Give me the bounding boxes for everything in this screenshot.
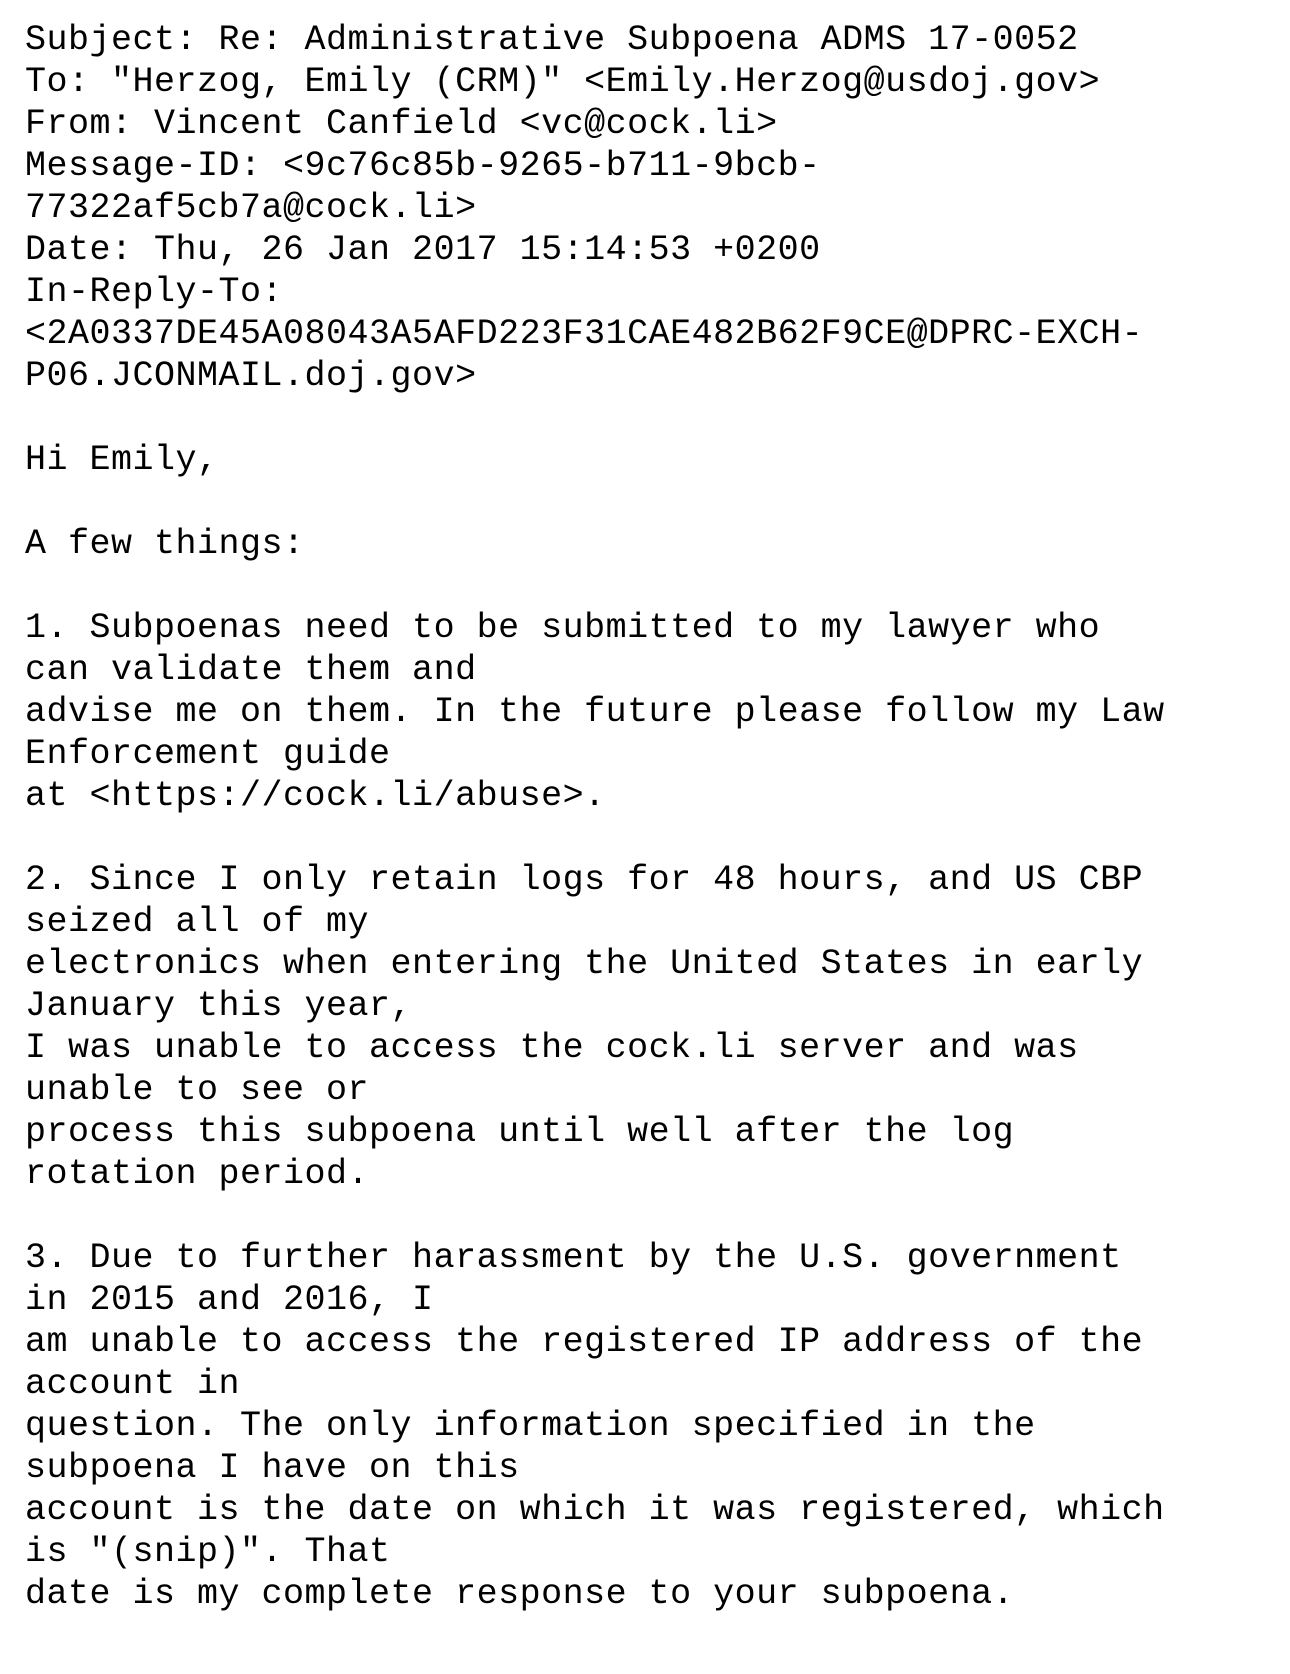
message-id-line: Message-ID: <9c76c85b-9265-b711-9bcb- — [25, 146, 821, 186]
paragraph-line: electronics when entering the United States in early — [25, 944, 1144, 984]
spacer — [25, 565, 1275, 607]
paragraph-line: 1. Subpoenas need to be submitted to my lawyer who — [25, 608, 1101, 648]
paragraph-line: I was unable to access the cock.li server and was — [25, 1028, 1079, 1068]
message-id-line-cont: 77322af5cb7a@cock.li> — [25, 188, 477, 228]
email-headers — [25, 19, 1275, 397]
paragraph-line: in 2015 and 2016, I — [25, 1280, 434, 1320]
paragraph-line: advise me on them. In the future please follow my Law — [25, 692, 1165, 732]
point-3-paragraph — [25, 1237, 1275, 1615]
paragraph-line: account in — [25, 1364, 241, 1404]
paragraph-line: am unable to access the registered IP address of the — [25, 1322, 1144, 1362]
from-line: From: Vincent Canfield <vc@cock.li> — [25, 104, 778, 144]
paragraph-line: Enforcement guide — [25, 734, 391, 774]
paragraph-line: 3. Due to further harassment by the U.S. government — [25, 1238, 1122, 1278]
paragraph-line: is "(snip)". That — [25, 1532, 391, 1572]
paragraph-line: rotation period. — [25, 1154, 370, 1194]
spacer — [25, 1195, 1275, 1237]
paragraph-line: can validate them and — [25, 650, 477, 690]
spacer — [25, 481, 1275, 523]
greeting: Hi Emily, — [25, 440, 219, 480]
email-message — [25, 19, 1275, 1615]
intro-line: A few things: — [25, 524, 305, 564]
paragraph-line: January this year, — [25, 986, 413, 1026]
paragraph-line: question. The only information specified in the — [25, 1406, 1036, 1446]
subject-line: Subject: Re: Administrative Subpoena ADMS 17-0052 — [25, 20, 1079, 60]
point-2-paragraph — [25, 859, 1275, 1195]
date-line: Date: Thu, 26 Jan 2017 15:14:53 +0200 — [25, 230, 821, 270]
paragraph-line: 2. Since I only retain logs for 48 hours, and US CBP — [25, 860, 1144, 900]
paragraph-line: at <https://cock.li/abuse>. — [25, 776, 606, 816]
paragraph-line: date is my complete response to your subpoena. — [25, 1574, 1015, 1614]
email-body — [25, 439, 1275, 1615]
spacer — [25, 397, 1275, 439]
paragraph-line: unable to see or — [25, 1070, 370, 1110]
in-reply-to-line: <2A0337DE45A08043A5AFD223F31CAE482B62F9CE@DPRC-EXCH- — [25, 314, 1144, 354]
point-1-paragraph — [25, 607, 1275, 817]
paragraph-line: account is the date on which it was registered, which — [25, 1490, 1165, 1530]
in-reply-to-label: In-Reply-To: — [25, 272, 284, 312]
spacer — [25, 817, 1275, 859]
paragraph-line: process this subpoena until well after the log — [25, 1112, 1015, 1152]
paragraph-line: subpoena I have on this — [25, 1448, 520, 1488]
paragraph-line: seized all of my — [25, 902, 370, 942]
to-line: To: "Herzog, Emily (CRM)" <Emily.Herzog@usdoj.gov> — [25, 62, 1101, 102]
in-reply-to-line-cont: P06.JCONMAIL.doj.gov> — [25, 356, 477, 396]
